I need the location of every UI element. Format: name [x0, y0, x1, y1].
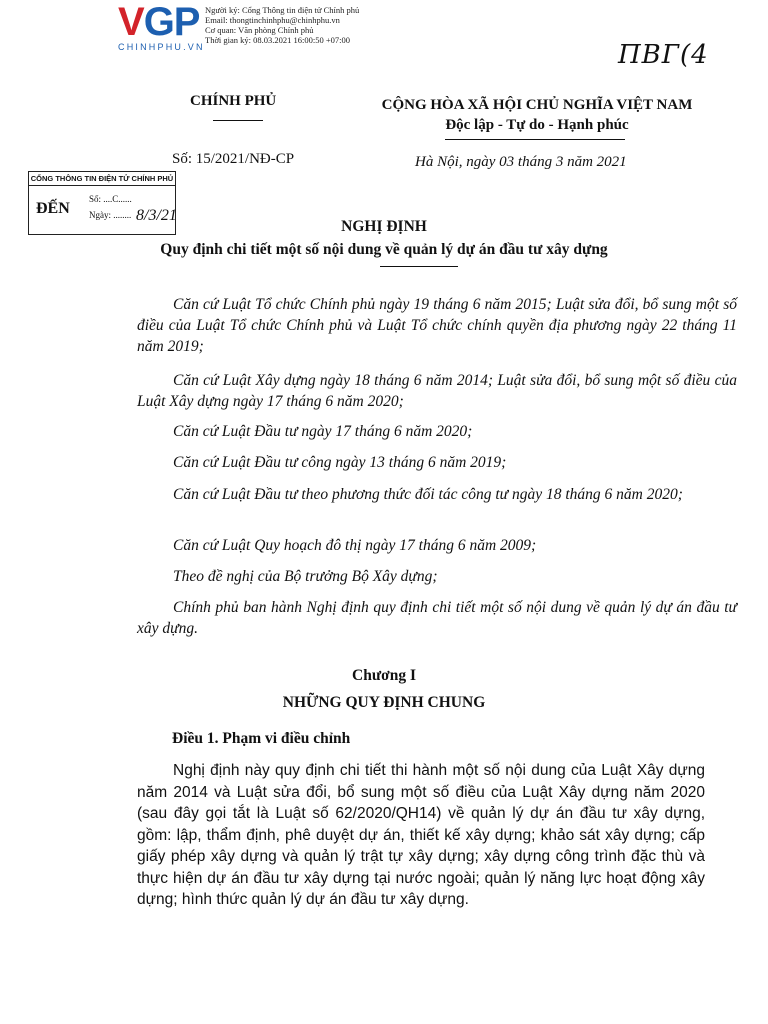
stamp-number-field: Số: ....C......	[89, 194, 132, 204]
issuer-underline	[213, 120, 263, 121]
document-type-title: NGHỊ ĐỊNH	[341, 218, 427, 235]
signer-line: Người ký: Cổng Thông tin điện tử Chính phủ	[205, 5, 360, 15]
vgp-logo-mark	[118, 0, 205, 44]
agency-line: Cơ quan: Văn phòng Chính phủ	[205, 25, 314, 35]
email-line: Email: thongtinchinhphu@chinhphu.vn	[205, 15, 340, 25]
title-underline	[380, 266, 458, 267]
document-number: Số: 15/2021/NĐ-CP	[172, 151, 295, 167]
citation-paragraph: Căn cứ Luật Đầu tư ngày 17 tháng 6 năm 2020;	[173, 423, 473, 440]
stamp-title: CỔNG THÔNG TIN ĐIỆN TỬ CHÍNH PHỦ	[29, 172, 175, 186]
digital-signature-info	[205, 5, 359, 45]
article-body: Nghị định này quy định chi tiết thi hành một số nội dung của Luật Xây dựng năm 2014 và Luật sửa đổi, bổ sung một số điều của Luật Xây dựng năm 2020 (sau đây gọi tắt là Luật số 62/2020/QH14) về quản lý dự án đầu tư xây dựng, gồm: lập, thẩm định, phê duyệt dự án, thiết kế xây dựng; khảo sát xây dựng; cấp giấy phép xây dựng và quản lý trật tự xây dựng; xây dựng công trình đặc thù và thực hiện dự án đầu tư xây dựng tại nước ngoài; quản lý năng lực hoạt động xây dựng; hình thức quản lý dự án đầu tư xây dựng.	[137, 762, 705, 908]
citation-paragraph: Căn cứ Luật Tổ chức Chính phủ ngày 19 tháng 6 năm 2015; Luật sửa đổi, bổ sung một số điều của Luật Tổ chức Chính phủ và Luật Tổ chức chính quyền địa phương ngày 22 tháng 11 năm 2019;	[137, 296, 737, 355]
sign-time-line: Thời gian ký: 08.03.2021 16:00:50 +07:00	[205, 35, 351, 45]
document-subtitle: Quy định chi tiết một số nội dung về quản lý dự án đầu tư xây dựng	[160, 241, 608, 258]
citation-paragraph: Theo đề nghị của Bộ trưởng Bộ Xây dựng;	[173, 568, 438, 585]
stamp-handwritten-date: 8/3/21	[136, 207, 177, 224]
national-motto: Độc lập - Tự do - Hạnh phúc	[445, 117, 629, 133]
article-heading: Điều 1. Phạm vi điều chỉnh	[172, 730, 351, 747]
logo-letter-v: V	[118, 0, 144, 44]
vgp-logo	[118, 0, 205, 52]
handwritten-note: ПВГ(4	[618, 40, 709, 70]
logo-subtitle: CHINHPHU.VN	[118, 42, 205, 52]
citation-paragraph: Căn cứ Luật Quy hoạch đô thị ngày 17 tháng 6 năm 2009;	[173, 537, 537, 554]
chapter-title: NHỮNG QUY ĐỊNH CHUNG	[282, 694, 486, 711]
citation-paragraph: Căn cứ Luật Đầu tư theo phương thức đối tác công tư ngày 18 tháng 6 năm 2020;	[173, 486, 683, 503]
citation-paragraph: Căn cứ Luật Xây dựng ngày 18 tháng 6 năm 2014; Luật sửa đổi, bổ sung một số điều của Luật Xây dựng ngày 17 tháng 6 năm 2020;	[137, 372, 737, 410]
citation-paragraph: Căn cứ Luật Đầu tư công ngày 13 tháng 6 năm 2019;	[173, 454, 507, 471]
place-and-date: Hà Nội, ngày 03 tháng 3 năm 2021	[415, 154, 627, 170]
chapter-number: Chương I	[352, 667, 416, 684]
stamp-date-field: Ngày: ........	[89, 210, 132, 220]
citation-paragraph: Chính phủ ban hành Nghị định quy định chi tiết một số nội dung về quản lý dự án đầu tư xây dựng.	[137, 599, 737, 637]
national-title: CỘNG HÒA XÃ HỘI CHỦ NGHĨA VIỆT NAM	[381, 97, 693, 113]
logo-letters-gp: GP	[143, 0, 200, 44]
issuer-name: CHÍNH PHỦ	[190, 93, 277, 109]
stamp-den-label: ĐẾN	[36, 200, 70, 217]
motto-underline	[445, 139, 625, 140]
